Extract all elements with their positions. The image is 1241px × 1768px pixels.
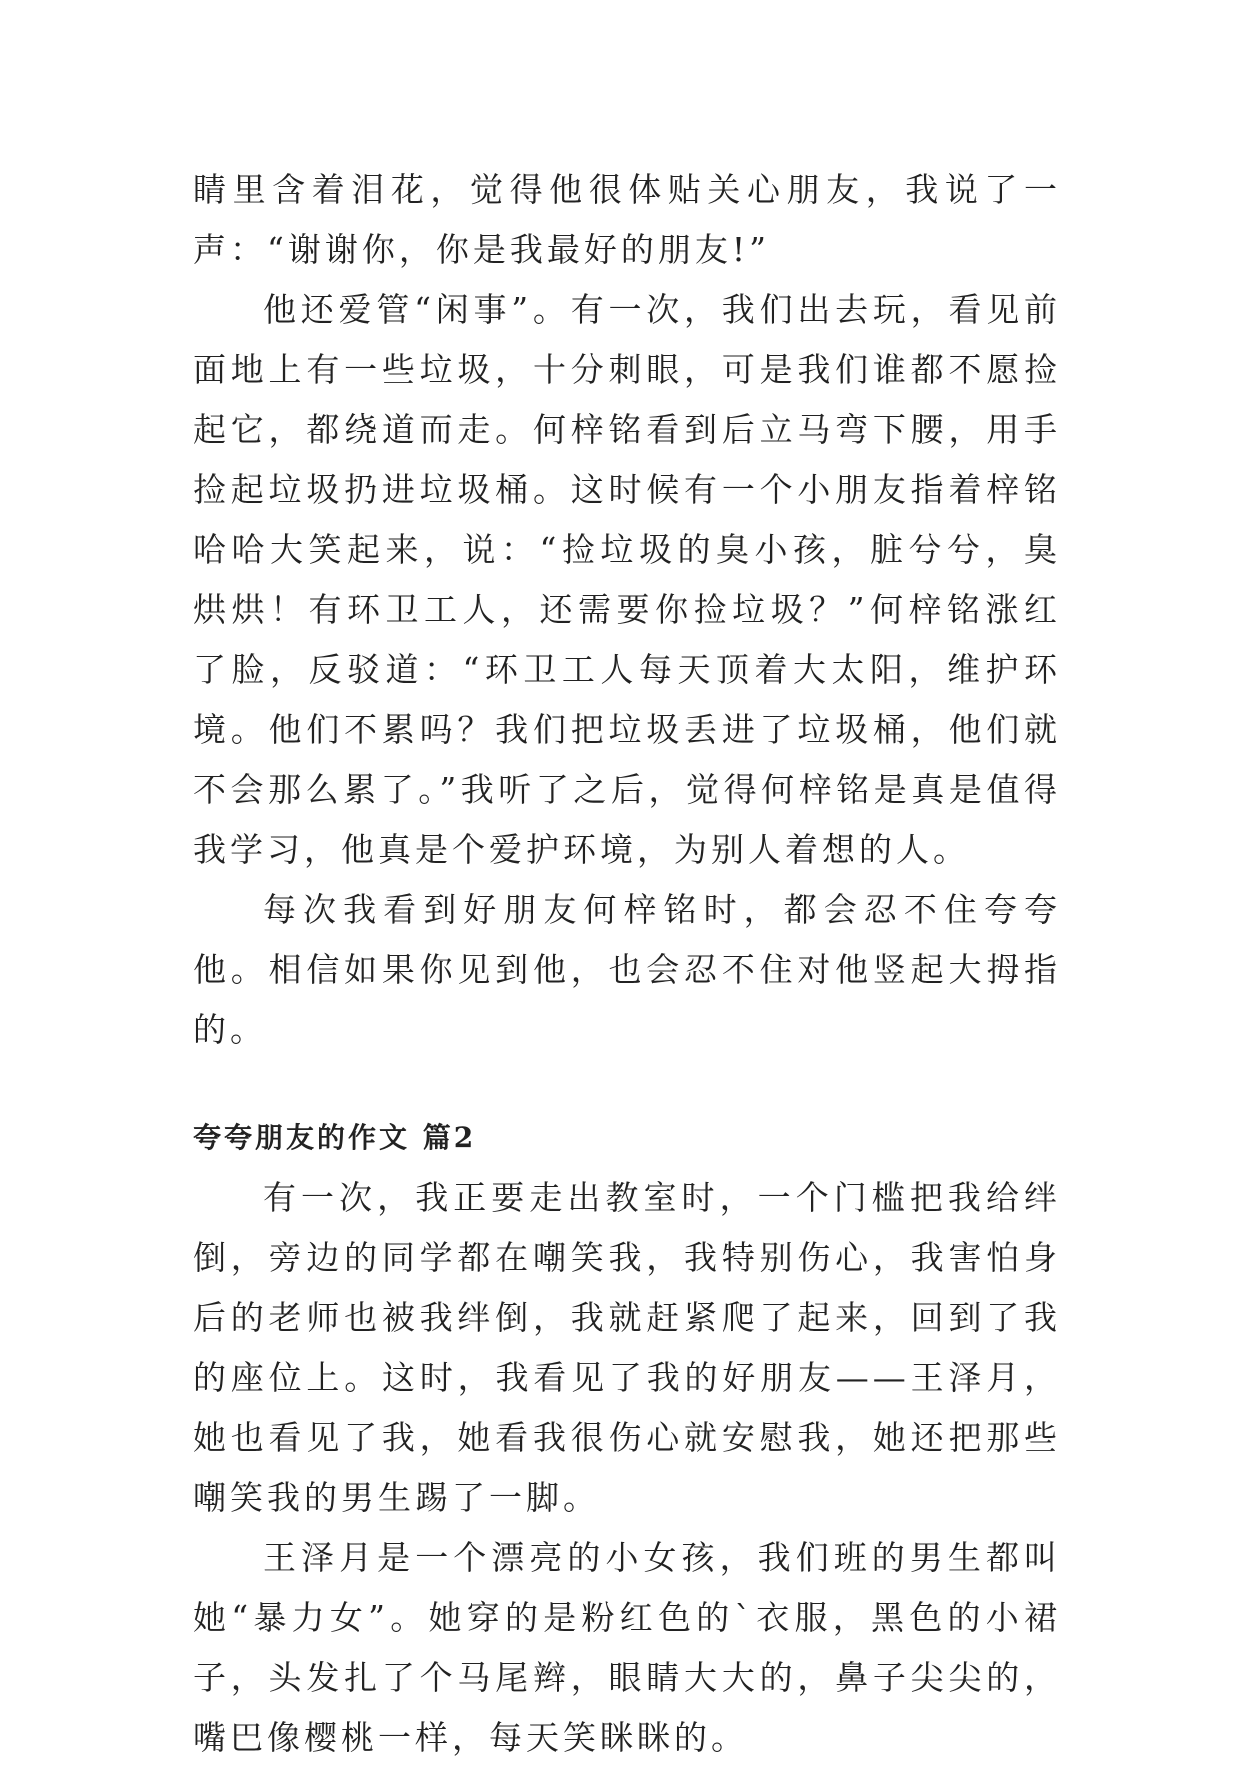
paragraph: 他还爱管“闲事”。有一次，我们出去玩，看见前面地上有一些垃圾，十分刺眼，可是我们谁都不愿捡起它，都绕道而走。何梓铭看到后立马弯下腰，用手捡起垃圾扔进垃圾桶。这时候有一个小朋友指着梓铭哈哈大笑起来，说：“捡垃圾的臭小孩，脏兮兮，臭烘烘！有环卫工人，还需要你捡垃圾？”何梓铭涨红了脸，反驳道：“环卫工人每天顶着大太阳，维护环境。他们不累吗？我们把垃圾丢进了垃圾桶，他们就不会那么累了。”我听了之后，觉得何梓铭是真是值得我学习，他真是个爱护环境，为别人着想的人。 xyxy=(193,290,1061,869)
paragraph: 每次我看到好朋友何梓铭时，都会忍不住夸夸他。相信如果你见到他，也会忍不住对他竖起大拇指的。 xyxy=(193,890,1061,1049)
paragraph: 有一次，我正要走出教室时，一个门槛把我给绊倒，旁边的同学都在嘲笑我，我特别伤心，我害怕身后的老师也被我绊倒，我就赶紧爬了起来，回到了我的座位上。这时，我看见了我的好朋友——王泽月，她也看见了我，她看我很伤心就安慰我，她还把那些嘲笑我的男生踢了一脚。 xyxy=(193,1178,1061,1517)
section-heading: 夸夸朋友的作文 篇2 xyxy=(193,1121,477,1154)
document-body xyxy=(193,160,1061,1768)
paragraph: 王泽月是一个漂亮的小女孩，我们班的男生都叫她“暴力女”。她穿的是粉红色的`衣服，黑色的小裙子，头发扎了个马尾辫，眼睛大大的，鼻子尖尖的，嘴巴像樱桃一样，每天笑眯眯的。 xyxy=(193,1538,1061,1757)
paragraph-continued: 睛里含着泪花，觉得他很体贴关心朋友，我说了一声：“谢谢你，你是我最好的朋友!” xyxy=(193,170,1061,269)
